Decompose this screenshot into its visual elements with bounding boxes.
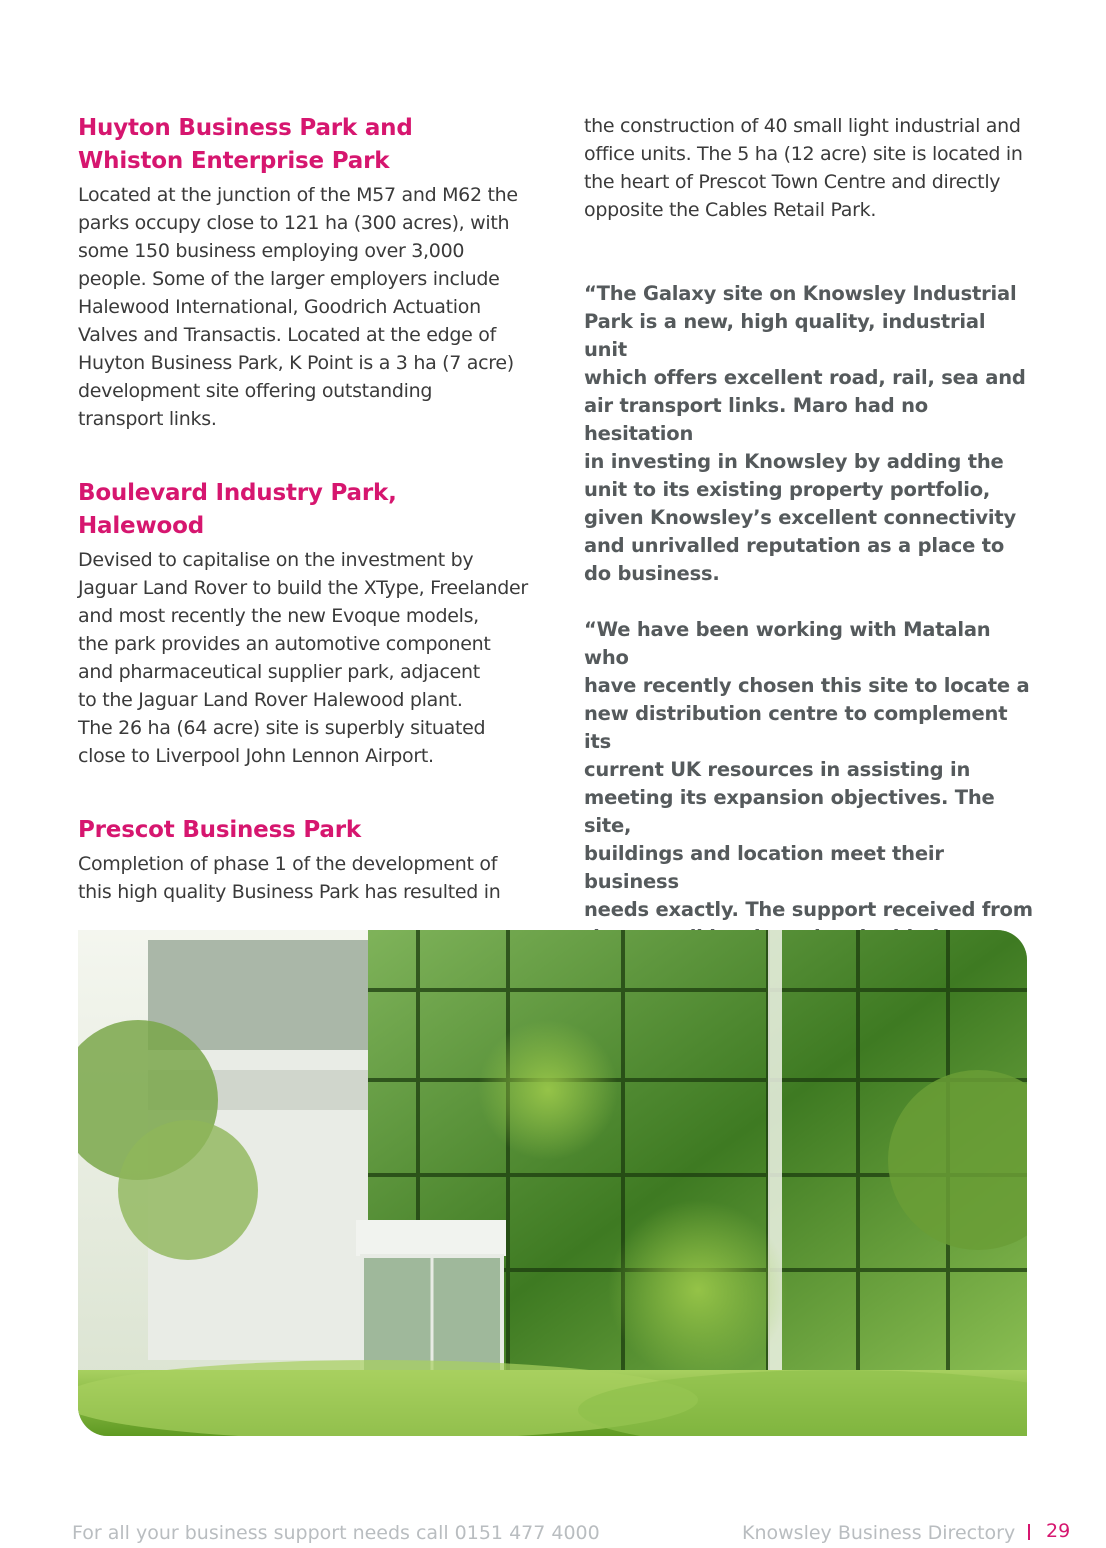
quote-line: do business. [584, 562, 720, 585]
section-heading [78, 814, 528, 847]
body-line: people. Some of the larger employers include [78, 268, 500, 290]
section-body [78, 181, 528, 433]
left-column [78, 112, 528, 950]
quote-line: have recently chosen this site to locate a [584, 674, 1030, 697]
body-line: opposite the Cables Retail Park. [584, 199, 877, 221]
body-line: transport links. [78, 408, 217, 430]
body-line: The 26 ha (64 acre) site is superbly situated [78, 717, 486, 739]
body-line: the park provides an automotive component [78, 633, 491, 655]
section-prescot [78, 814, 528, 906]
quote-line: given Knowsley’s excellent connectivity [584, 506, 1016, 529]
footer-contact: For all your business support needs call 0151 477 4000 [72, 1522, 600, 1544]
heading-line: Huyton Business Park and [78, 115, 413, 141]
heading-line: Prescot Business Park [78, 817, 361, 843]
quote-line: which offers excellent road, rail, sea and [584, 366, 1026, 389]
body-line: to the Jaguar Land Rover Halewood plant. [78, 689, 463, 711]
body-line: the heart of Prescot Town Centre and directly [584, 171, 1001, 193]
section-huyton [78, 112, 528, 433]
body-line: the construction of 40 small light industrial and [584, 115, 1021, 137]
section-boulevard [78, 477, 528, 770]
section-body [78, 850, 528, 906]
quote-line: meeting its expansion objectives. The site, [584, 786, 995, 837]
section-heading [78, 112, 528, 178]
body-line: Completion of phase 1 of the development of [78, 853, 498, 875]
body-line: development site offering outstanding [78, 380, 433, 402]
body-line: and pharmaceutical supplier park, adjacent [78, 661, 480, 683]
body-line: this high quality Business Park has resulted in [78, 881, 501, 903]
body-line: Halewood International, Goodrich Actuation [78, 296, 481, 318]
quote-line: buildings and location meet their business [584, 842, 944, 893]
quote-line: unit to its existing property portfolio, [584, 478, 991, 501]
quote-line: “The Galaxy site on Knowsley Industrial [584, 282, 1017, 305]
quote-line: in investing in Knowsley by adding the [584, 450, 1004, 473]
body-line: Devised to capitalise on the investment by [78, 549, 474, 571]
quote-line: new distribution centre to complement its [584, 702, 1008, 753]
footer-divider [1028, 1524, 1030, 1540]
page-number: 29 [1046, 1520, 1071, 1542]
quote-line: and unrivalled reputation as a place to [584, 534, 1005, 557]
section-body [78, 546, 528, 770]
quote-line: “We have been working with Matalan who [584, 618, 991, 669]
building-photo [78, 930, 1027, 1436]
quote-line: needs exactly. The support received from [584, 898, 1033, 921]
quote-line: current UK resources in assisting in [584, 758, 971, 781]
body-line: and most recently the new Evoque models, [78, 605, 479, 627]
footer-publication: Knowsley Business Directory [742, 1522, 1016, 1544]
galaxy-quote [584, 280, 1034, 588]
quote-line: air transport links. Maro had no hesitation [584, 394, 928, 445]
body-line: some 150 business employing over 3,000 [78, 240, 465, 262]
prescot-continuation [584, 112, 1034, 224]
body-line: Located at the junction of the M57 and M62 the [78, 184, 518, 206]
body-line: Huyton Business Park, K Point is a 3 ha (7 acre) [78, 352, 514, 374]
body-line: Jaguar Land Rover to build the XType, Freelander [78, 577, 528, 599]
body-line: close to Liverpool John Lennon Airport. [78, 745, 434, 767]
quote-line: Park is a new, high quality, industrial unit [584, 310, 986, 361]
section-heading [78, 477, 528, 543]
body-line: Valves and Transactis. Located at the edge of [78, 324, 497, 346]
page-footer [0, 1518, 1106, 1548]
heading-line: Whiston Enterprise Park [78, 148, 390, 174]
heading-line: Boulevard Industry Park, Halewood [78, 480, 397, 539]
body-line: parks occupy close to 121 ha (300 acres), with [78, 212, 510, 234]
glass-building-illustration [78, 930, 1027, 1436]
body-line: office units. The 5 ha (12 acre) site is located in [584, 143, 1023, 165]
